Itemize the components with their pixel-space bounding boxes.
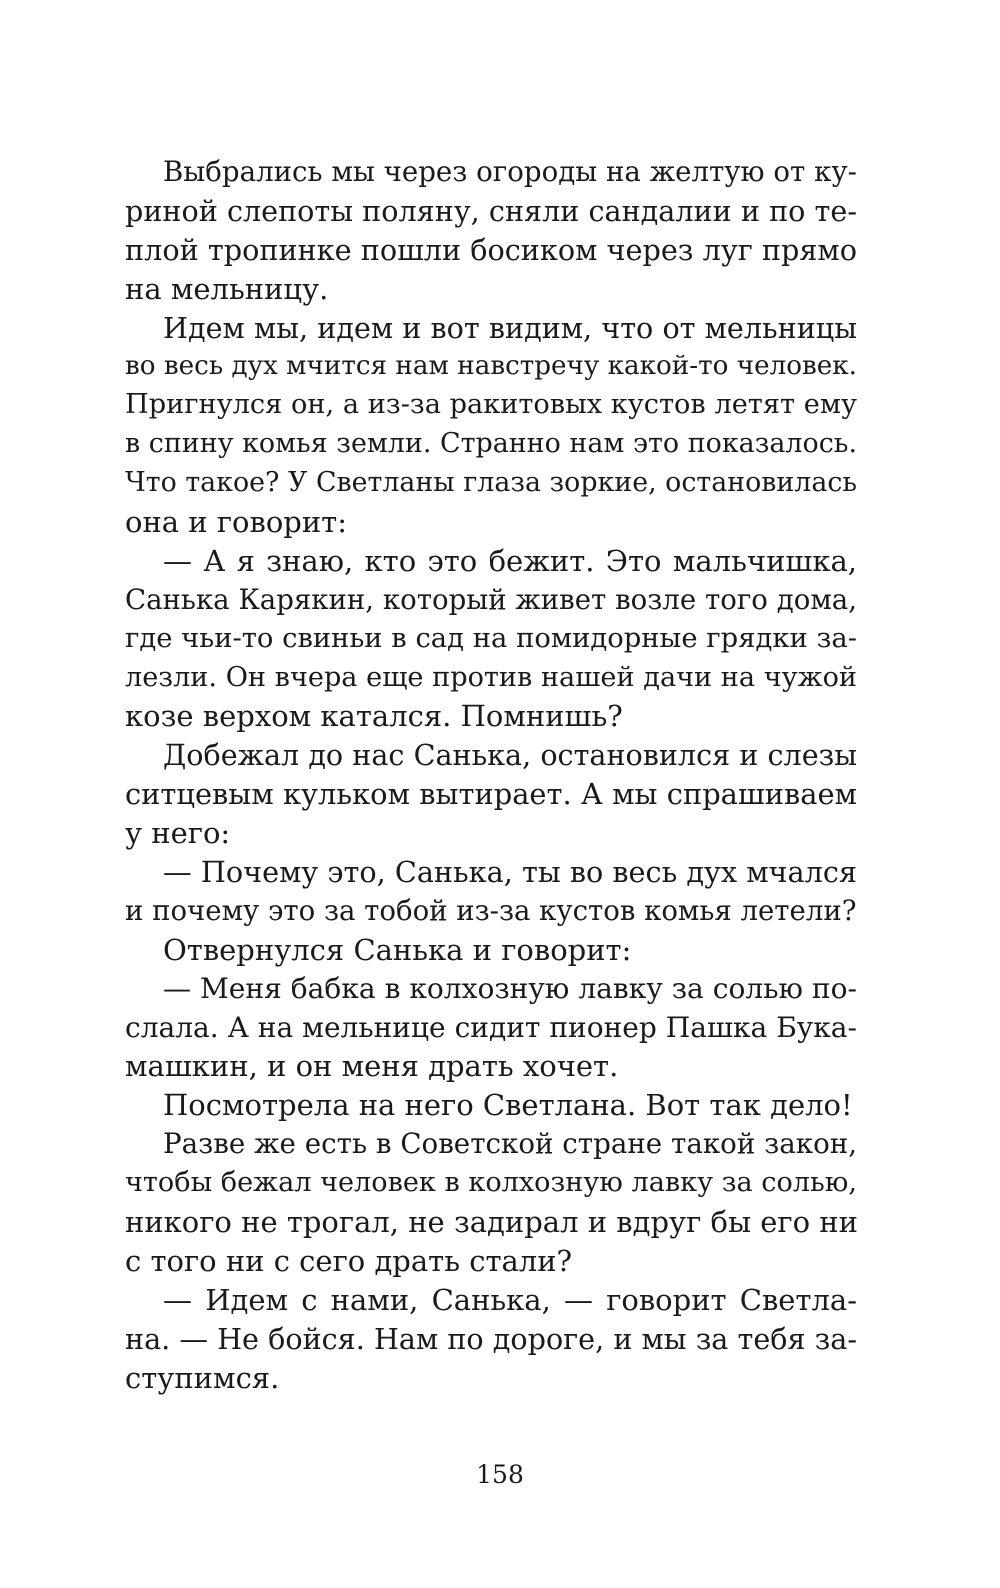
- body-text: [125, 153, 857, 1398]
- text-line: — А я знаю, кто это бежит. Это мальчишка,: [163, 543, 857, 578]
- text-line: риной слепоты поляну, сняли сандалии и по те-: [125, 193, 857, 228]
- text-line: — Идем с нами, Санька, — говорит Светла-: [163, 1282, 857, 1317]
- text-line: Что такое? У Светланы глаза зоркие, остановилась: [125, 467, 857, 499]
- page-number: 158: [476, 1460, 524, 1489]
- text-line: ступимся.: [125, 1360, 280, 1395]
- text-line: она и говорит:: [125, 505, 347, 540]
- text-line: на. — Не бойся. Нам по дороге, и мы за тебя за-: [125, 1321, 857, 1356]
- text-line: плой тропинке пошли босиком через луг прямо: [125, 232, 857, 267]
- text-line: с того ни с сего драть стали?: [125, 1243, 573, 1278]
- text-line: Посмотрела на него Светлана. Вот так дело!: [163, 1088, 853, 1123]
- text-line: козе верхом катался. Помнишь?: [125, 699, 623, 734]
- text-line: в спину комья земли. Странно нам это показалось.: [125, 428, 857, 460]
- text-line: Санька Карякин, который живет возле того дома,: [125, 582, 857, 616]
- text-line: ситцевым кульком вытирает. А мы спрашиваем: [125, 777, 857, 812]
- text-line: Пригнулся он, а из-за ракитовых кустов летят ему: [125, 389, 857, 421]
- text-line: — Почему это, Санька, ты во весь дух мчался: [163, 855, 857, 890]
- text-line: чтобы бежал человек в колхозную лавку за солью,: [125, 1167, 857, 1199]
- text-line: и почему это за тобой из-за кустов комья летели?: [125, 894, 857, 927]
- text-line: слала. А на мельнице сидит пионер Пашка Бука-: [125, 1010, 857, 1044]
- text-line: во весь дух мчится нам навстречу какой-то человек.: [125, 351, 857, 382]
- text-line: Идем мы, идем и вот видим, что от мельницы: [163, 310, 857, 345]
- text-line: Выбрались мы через огороды на желтую от ку-: [163, 155, 857, 188]
- text-line: Добежал до нас Санька, остановился и слезы: [163, 738, 857, 773]
- text-line: Отвернулся Санька и говорит:: [163, 932, 632, 967]
- text-line: никого не трогал, не задирал и вдруг бы его ни: [125, 1205, 858, 1240]
- text-line: где чьи-то свиньи в сад на помидорные грядки за-: [125, 622, 857, 654]
- text-line: лезли. Он вчера еще против нашей дачи на чужой: [125, 661, 857, 693]
- text-line: машкин, и он меня драть хочет.: [125, 1049, 619, 1084]
- text-line: — Меня бабка в колхозную лавку за солью по-: [163, 971, 857, 1005]
- text-line: на мельницу.: [125, 271, 329, 306]
- text-line: у него:: [125, 816, 231, 851]
- text-line: Разве же есть в Советской стране такой закон,: [163, 1127, 857, 1161]
